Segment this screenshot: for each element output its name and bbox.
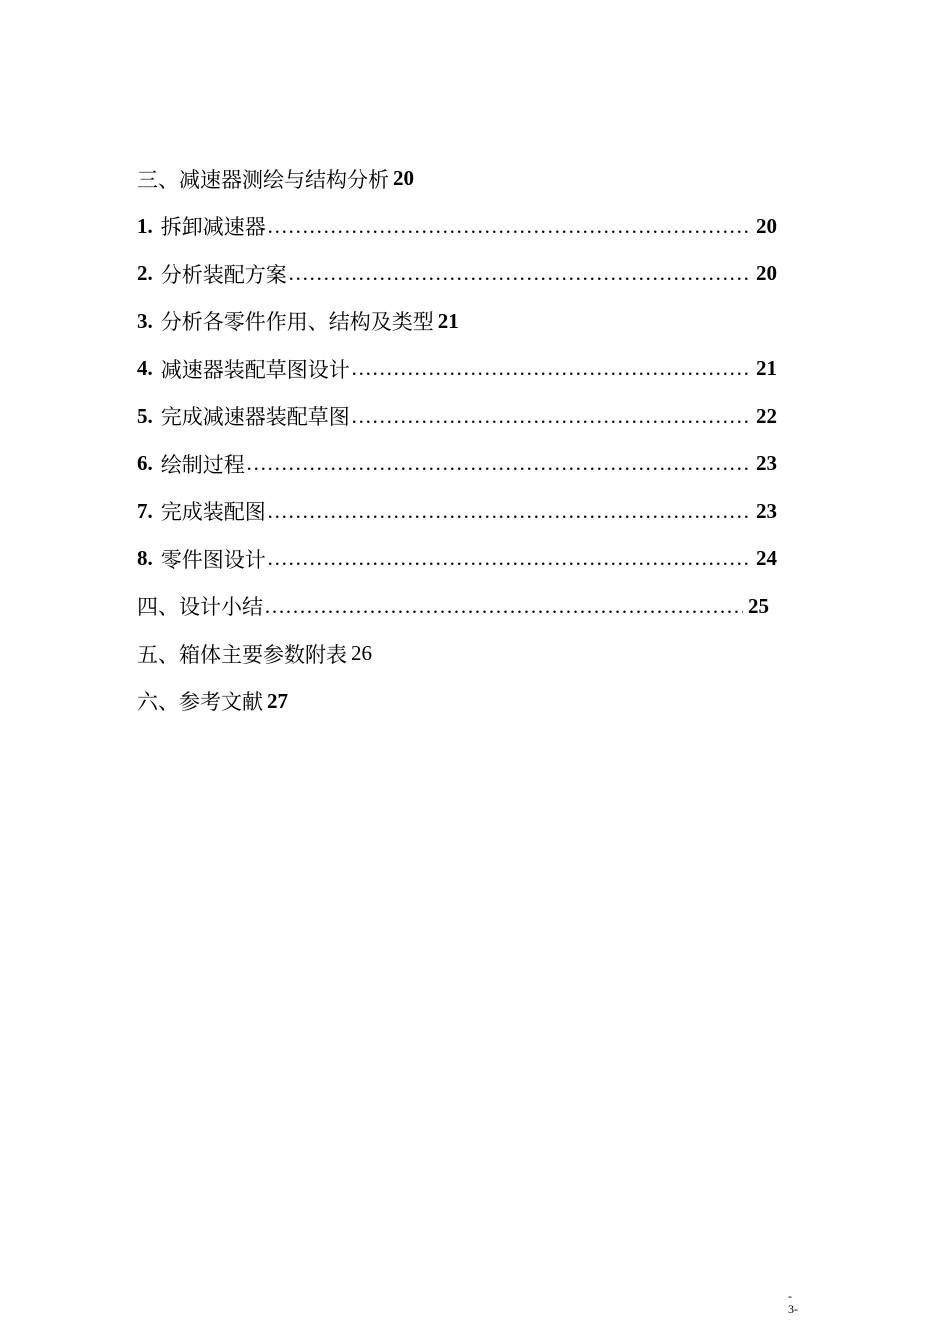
toc-dot-leader — [264, 594, 743, 619]
toc-entry-number: 4. — [137, 356, 153, 381]
toc-entry-7[interactable] — [137, 488, 777, 536]
toc-dot-leader — [288, 261, 751, 286]
toc-entry-page: 23 — [756, 451, 777, 476]
toc-entry-title: 减速器装配草图设计 — [160, 357, 350, 382]
toc-entry-4[interactable] — [137, 345, 777, 393]
toc-entry-title: 零件图设计 — [160, 547, 266, 572]
toc-entry-1[interactable] — [137, 203, 777, 251]
toc-entry-title: 完成减速器装配草图 — [160, 405, 350, 430]
toc-entry-title: 五、箱体主要参数附表 — [137, 642, 347, 667]
toc-entry-number: 1. — [137, 213, 153, 238]
toc-entry-title: 完成装配图 — [160, 500, 266, 525]
toc-entry-number: 6. — [137, 451, 153, 476]
toc-entry-2[interactable] — [137, 250, 777, 298]
toc-entry-page: 20 — [756, 261, 777, 286]
footer-page-number: 3- — [788, 1302, 798, 1316]
toc-entry-title: 分析各零件作用、结构及类型 — [160, 310, 434, 335]
toc-entry-section-3[interactable] — [137, 155, 777, 203]
toc-entry-number: 3. — [137, 308, 153, 333]
toc-entry-section-6[interactable] — [137, 678, 777, 726]
toc-entry-8[interactable] — [137, 535, 777, 583]
toc-entry-page: 26 — [351, 641, 372, 666]
toc-entry-page: 20 — [393, 166, 414, 191]
toc-entry-title: 六、参考文献 — [137, 690, 263, 715]
toc-entry-page: 25 — [748, 593, 769, 618]
toc-dot-leader — [246, 451, 751, 476]
toc-entry-title: 三、减速器测绘与结构分析 — [137, 167, 389, 192]
toc-entry-section-4[interactable] — [137, 583, 769, 631]
toc-entry-title: 四、设计小结 — [137, 595, 263, 620]
toc-entry-section-5[interactable] — [137, 630, 777, 678]
toc-entry-number: 8. — [137, 546, 153, 571]
footer-dash: - — [788, 1289, 792, 1303]
toc-dot-leader — [351, 356, 751, 381]
toc-entry-page: 21 — [437, 308, 459, 333]
toc-entry-page: 24 — [756, 546, 777, 571]
toc-entry-title: 拆卸减速器 — [160, 215, 266, 240]
toc-entry-6[interactable] — [137, 440, 777, 488]
toc-entry-page: 22 — [756, 403, 777, 428]
toc-entry-page: 23 — [756, 498, 777, 523]
toc-entry-page: 21 — [756, 356, 777, 381]
toc-dot-leader — [267, 546, 751, 571]
toc-entry-3[interactable] — [137, 298, 777, 346]
toc-entry-page: 20 — [756, 213, 777, 238]
toc-entry-title: 绘制过程 — [160, 452, 245, 477]
toc-dot-leader — [267, 499, 751, 524]
table-of-contents — [137, 155, 777, 725]
toc-entry-5[interactable] — [137, 393, 777, 441]
toc-dot-leader — [351, 404, 751, 429]
toc-entry-number: 7. — [137, 498, 153, 523]
toc-entry-number: 5. — [137, 403, 153, 428]
toc-dot-leader — [267, 214, 751, 239]
toc-entry-number: 2. — [137, 261, 153, 286]
page-footer — [788, 1290, 818, 1316]
toc-entry-page: 27 — [267, 688, 288, 713]
toc-entry-title: 分析装配方案 — [160, 262, 287, 287]
